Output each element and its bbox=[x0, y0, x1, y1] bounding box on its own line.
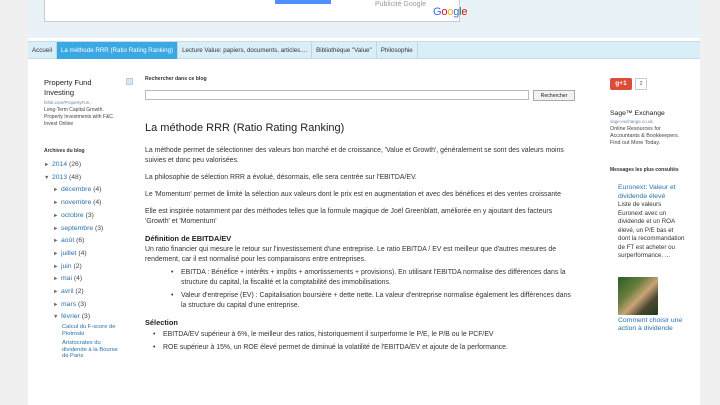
expand-icon[interactable]: ► bbox=[53, 238, 59, 245]
google-search-button[interactable] bbox=[275, 0, 331, 4]
archive-item[interactable] bbox=[53, 261, 120, 274]
tab-accueil[interactable]: Accueil bbox=[28, 42, 57, 59]
collapse-icon[interactable]: ▼ bbox=[44, 174, 50, 181]
ad-link[interactable]: fsfsb.com/PropertyFun... bbox=[44, 100, 94, 105]
ad-link[interactable]: sage-exchange.co.uk bbox=[610, 119, 653, 124]
tab-lecture-value[interactable]: Lecture Value: papiers, documents, articles.... bbox=[178, 42, 312, 59]
post-thumbnail[interactable] bbox=[618, 277, 658, 315]
expand-icon[interactable]: ► bbox=[53, 250, 59, 257]
archive-label[interactable]: octobre bbox=[61, 211, 84, 219]
expand-icon[interactable]: ► bbox=[44, 162, 50, 168]
bullet-item: • Valeur d'entreprise (EV) : Capitalisation boursière + dette nette. La valeur d'entreprise normalise également les différences dans la structure du capital d'une entreprise. bbox=[145, 291, 577, 311]
expand-icon[interactable]: ► bbox=[53, 263, 59, 270]
archive-count: (6) bbox=[76, 237, 85, 245]
ad-title[interactable]: Sage™ Exchange bbox=[610, 110, 665, 117]
archive-label[interactable]: mars bbox=[61, 300, 77, 308]
popular-post-link[interactable]: Euronext: Valeur et dividende élevé bbox=[618, 184, 676, 200]
popular-post-link[interactable]: Comment choisir une action à dividende bbox=[618, 316, 683, 332]
archive-count: (2) bbox=[75, 288, 84, 296]
archive-count: (4) bbox=[93, 186, 102, 194]
archive-label[interactable]: février bbox=[61, 313, 80, 321]
archive-label[interactable]: décembre bbox=[61, 186, 92, 194]
archive-list bbox=[44, 159, 120, 324]
ad-choices-icon[interactable] bbox=[126, 78, 133, 85]
bullet-item: • EBITDA/EV supérieur à 6%, le meilleur des ratios, historiquement il surperforme le P/E, le P/B ou le PCF/EV bbox=[145, 330, 577, 340]
archive-label[interactable]: mai bbox=[61, 275, 72, 283]
archive-label[interactable]: novembre bbox=[61, 199, 92, 207]
archive-label[interactable]: 2014 bbox=[52, 161, 68, 168]
archive-post-link[interactable]: Calcul du F-score de Piotroski bbox=[62, 324, 116, 337]
archive-label[interactable]: juin bbox=[61, 262, 72, 270]
google-plus-button[interactable]: g+1 bbox=[610, 78, 632, 90]
main-nav bbox=[28, 41, 700, 59]
archive-label[interactable]: août bbox=[61, 237, 75, 245]
archive-count: (4) bbox=[73, 275, 83, 283]
archive-item[interactable] bbox=[53, 273, 120, 286]
expand-icon[interactable]: ► bbox=[53, 276, 59, 283]
archive-item[interactable] bbox=[53, 184, 120, 197]
google-ad-text: Publicité Google bbox=[375, 1, 426, 8]
section-heading: Sélection bbox=[145, 318, 178, 327]
expand-icon[interactable]: ► bbox=[53, 187, 59, 194]
paragraph: Le 'Momentum' permet de limité la sélection aux valeurs dont le prix est en augmentation et avec des bénéfices et des ventes croissante bbox=[145, 191, 561, 198]
paragraph: La méthode permet de sélectionner des valeurs bon marché et de croissance, 'Value et Growth', généralement se sont des valeurs moins suivies et donc peu valorisées. bbox=[145, 147, 564, 164]
blog-search-button[interactable]: Rechercher bbox=[533, 90, 575, 101]
archive-count: (26) bbox=[69, 161, 82, 168]
archive-item[interactable] bbox=[53, 223, 120, 236]
expand-icon[interactable]: ► bbox=[53, 212, 59, 219]
archive-label[interactable]: septembre bbox=[61, 224, 94, 232]
ad-description: Long-Term Capital Growth. Property Investments with F&C. Invest Online bbox=[44, 107, 115, 127]
tab-philosophie[interactable]: Philosophie bbox=[377, 42, 418, 59]
collapse-icon[interactable]: ▼ bbox=[53, 314, 59, 321]
main-content bbox=[145, 76, 577, 353]
paragraph: La philosophie de sélection RRR a évolué, désormais, elle sera centrée sur l'EBITDA/EV. bbox=[145, 174, 417, 181]
archive-title: Archives du blog bbox=[44, 148, 85, 154]
popular-post-snippet: Liste de valeurs Euronext avec un dividende et un ROA élevé, un P/E bas et dont la recommandation de FT est acheter ou surperformance. ... bbox=[618, 201, 685, 259]
archive-item[interactable] bbox=[44, 159, 120, 172]
blog-search-label: Rechercher dans ce blog bbox=[145, 76, 207, 82]
paragraph: Un ratio financier qui mesure le retour sur l'investissement d'une entreprise. Le ratio EBITDA / EV est meilleur que d'autres mesures de rendement, car il est normalisé pour les comparaisons entre entreprises. bbox=[145, 246, 557, 263]
tab-methode-rrr[interactable]: La méthode RRR (Ratio Rating Ranking) bbox=[57, 42, 178, 59]
expand-icon[interactable]: ► bbox=[53, 200, 59, 207]
archive-count: (4) bbox=[78, 249, 87, 257]
google-plus-count: 2 bbox=[635, 78, 647, 90]
paragraph: Elle est inspirée notamment par des méthodes telles que la formule magique de Joël Greenblatt, améliorée en y ajoutant des facteurs 'Growth' et 'Momentum' bbox=[145, 208, 553, 225]
archive-count: (2) bbox=[73, 262, 82, 270]
archive-count: (4) bbox=[93, 199, 102, 207]
archive-count: (48) bbox=[69, 173, 82, 181]
archive-item[interactable] bbox=[53, 299, 120, 312]
archive-item[interactable] bbox=[53, 235, 120, 248]
ad-description: Online Resources for Accountants & Bookkeepers. Find out More Today. bbox=[610, 126, 680, 146]
archive-label[interactable]: avril bbox=[61, 288, 74, 296]
archive-item[interactable] bbox=[53, 210, 120, 223]
archive-count: (3) bbox=[78, 300, 87, 308]
bullet-item: • ROE supérieur à 15%, un ROE élevé permet de diminué la volatilité de l'EBITDA/EV et ajoute de la performance. bbox=[145, 343, 577, 353]
expand-icon[interactable]: ► bbox=[53, 289, 59, 296]
google-search-box[interactable] bbox=[44, 0, 468, 22]
left-sidebar bbox=[44, 78, 120, 363]
ad-title[interactable]: Property Fund Investing bbox=[44, 78, 92, 97]
popular-posts-title: Messages les plus consultés bbox=[610, 167, 679, 173]
blog-search-input[interactable] bbox=[145, 90, 529, 100]
archive-post-link[interactable]: Aristocrates du dividende à la Bourse de Paris bbox=[62, 340, 118, 360]
archive-item[interactable] bbox=[53, 248, 120, 261]
right-sidebar bbox=[610, 78, 686, 334]
post-title: La méthode RRR (Ratio Rating Ranking) bbox=[145, 122, 345, 134]
archive-item[interactable] bbox=[44, 172, 120, 185]
archive-count: (3) bbox=[81, 313, 91, 321]
bullet-item: • EBITDA : Bénéfice + intérêts + impôts + amortissements + provisions). En utilisant l'EBITDA normalise des différences dans la structure du capital, la fiscalité et la comptabilité des immobilisations. bbox=[145, 268, 577, 288]
archive-item[interactable] bbox=[53, 286, 120, 299]
archive-item[interactable] bbox=[53, 311, 120, 324]
archive-item[interactable] bbox=[53, 197, 120, 210]
ad-banner bbox=[28, 0, 700, 38]
archive-label[interactable]: 2013 bbox=[52, 173, 68, 181]
section-heading: Définition de EBITDA/EV bbox=[145, 234, 232, 243]
expand-icon[interactable]: ► bbox=[53, 225, 59, 232]
tab-bibliotheque[interactable]: Bibliothèque "Value" bbox=[312, 42, 377, 59]
google-logo: Google bbox=[433, 6, 468, 18]
expand-icon[interactable]: ► bbox=[53, 301, 59, 308]
archive-count: (3) bbox=[85, 211, 94, 219]
page bbox=[28, 0, 700, 405]
archive-count: (3) bbox=[95, 224, 104, 232]
archive-label[interactable]: juillet bbox=[61, 249, 77, 257]
